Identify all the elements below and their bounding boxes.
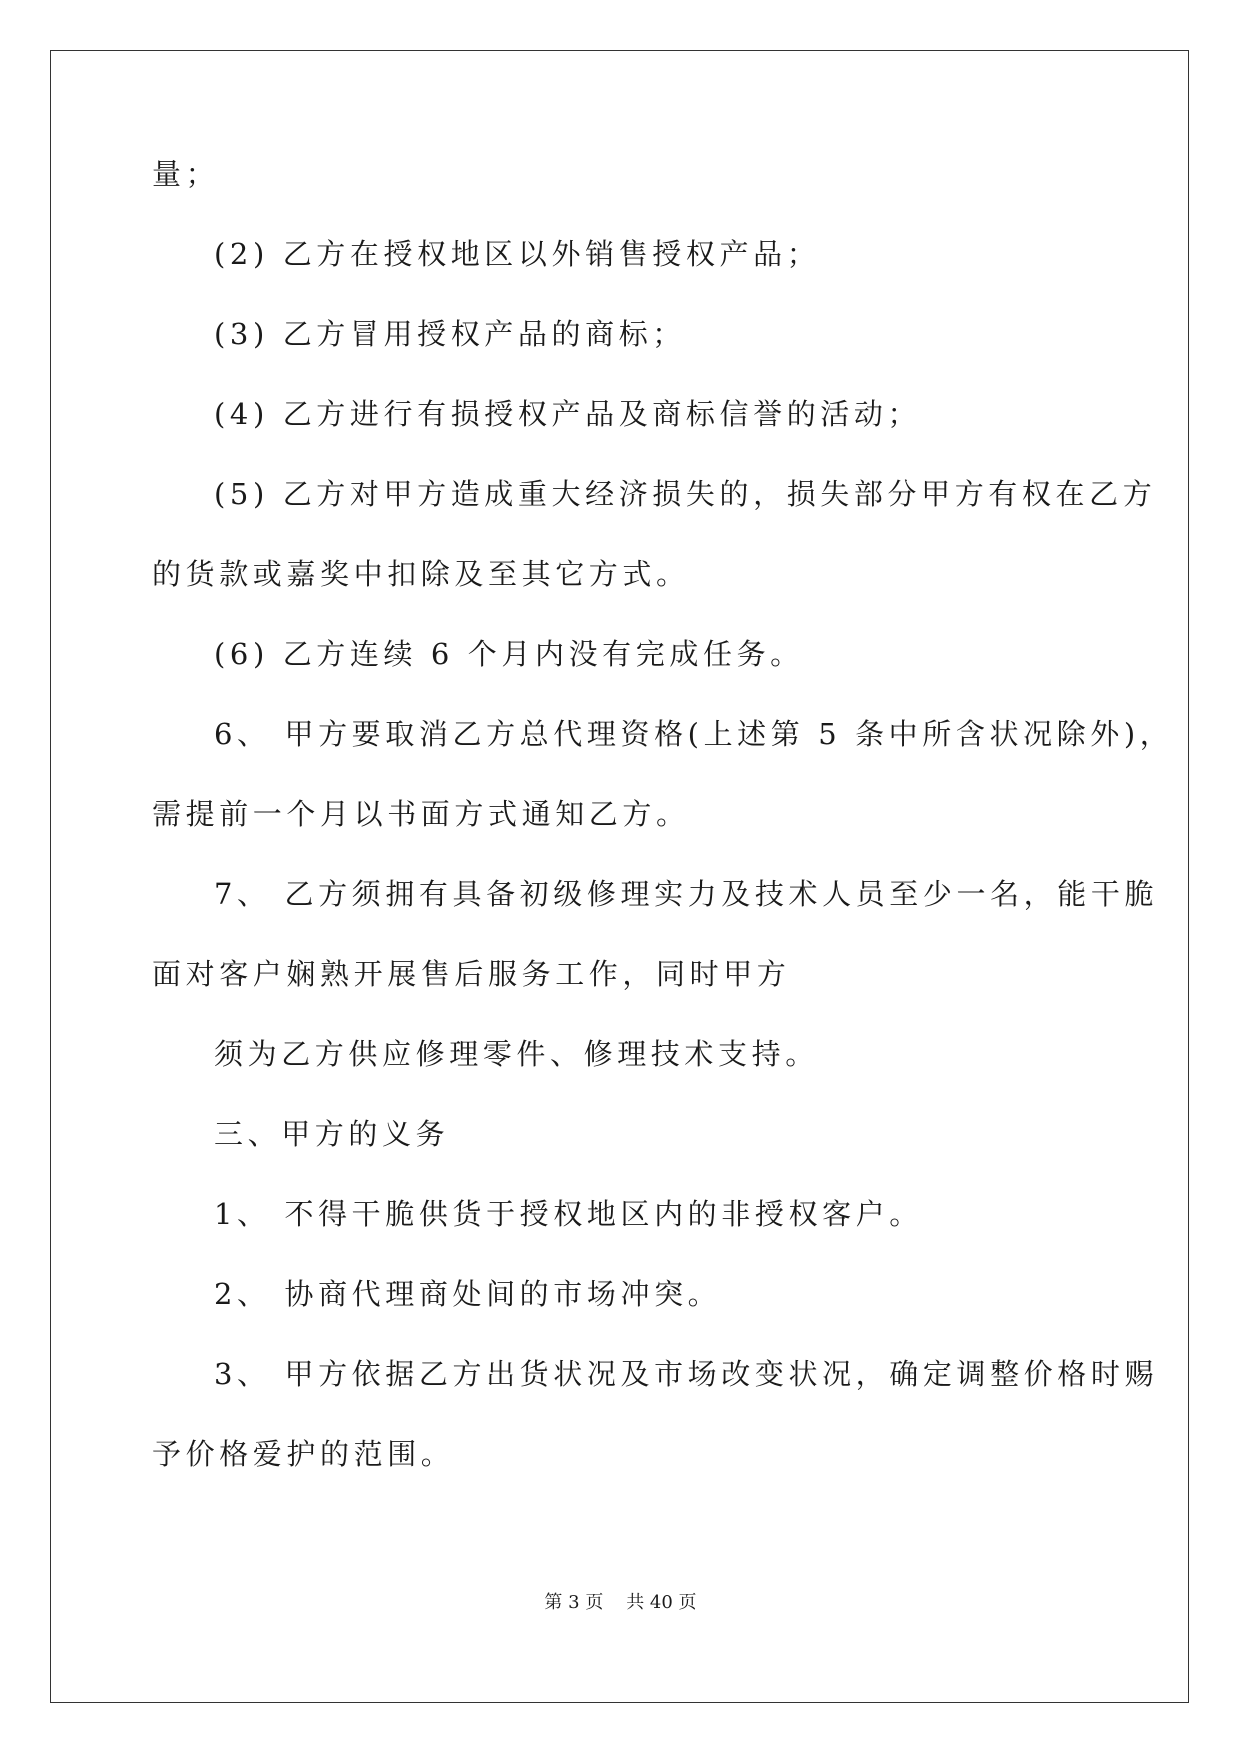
text-line: 需提前一个月以书面方式通知乙方。 (152, 797, 690, 831)
text-line: (2) 乙方在授权地区以外销售授权产品； (214, 237, 821, 271)
text-line: 面对客户娴熟开展售后服务工作，同时甲方 (152, 957, 791, 991)
page-footer (0, 1591, 1241, 1615)
text-line: 7、 乙方须拥有具备初级修理实力及技术人员至少一名，能干脆 (214, 877, 1159, 911)
section-heading: 三、甲方的义务 (214, 1117, 450, 1151)
text-line: (5) 乙方对甲方造成重大经济损失的，损失部分甲方有权在乙方 (214, 477, 1157, 511)
text-line: (3) 乙方冒用授权产品的商标； (214, 317, 686, 351)
page-number-label: 第 3 页 共 40 页 (544, 1592, 697, 1613)
text-line: 予价格爱护的范围。 (152, 1437, 455, 1471)
text-line: (6) 乙方连续 6 个月内没有完成任务。 (214, 637, 804, 671)
text-line: 1、 不得干脆供货于授权地区内的非授权客户。 (214, 1197, 923, 1231)
text-line: 的货款或嘉奖中扣除及至其它方式。 (152, 557, 690, 591)
text-line: 6、 甲方要取消乙方总代理资格(上述第 5 条中所含状况除外)， (214, 717, 1174, 751)
text-line: (4) 乙方进行有损授权产品及商标信誉的活动； (214, 397, 922, 431)
text-line: 2、 协商代理商处间的市场冲突。 (214, 1277, 722, 1311)
text-line: 量； (152, 157, 220, 191)
text-line: 须为乙方供应修理零件、修理技术支持。 (214, 1037, 819, 1071)
text-line: 3、 甲方依据乙方出货状况及市场改变状况，确定调整价格时赐 (214, 1357, 1159, 1391)
